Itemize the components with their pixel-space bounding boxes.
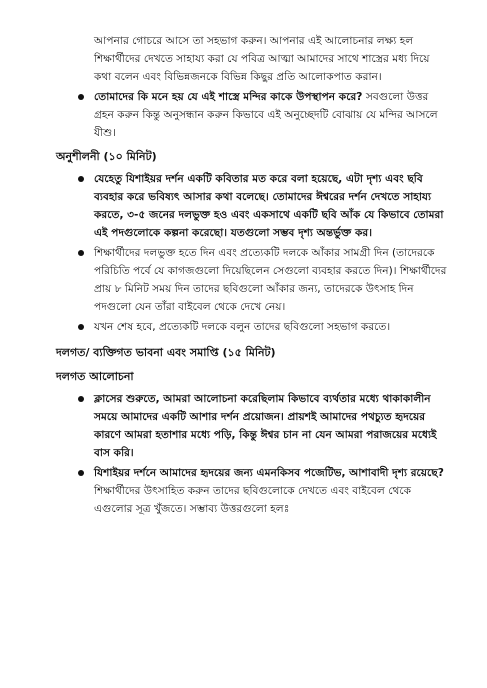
question-normal-text: সবগুলো উত্তর গ্রহন করুন কিন্তু অনুসন্ধান করুন কিভাবে এই অনুচ্ছেদটি বোঝায় যে মন্দির আসলে যীশু। [94,91,438,139]
practice-list [56,170,447,336]
item-bold-text: যেহেতু যিশাইয়র দর্শন একটি কবিতার মত করে বলা হয়েছে, এটা দৃশ্য এবং ছবি ব্যবহার করে ভবিষ্যৎ আসার কথা বলেছে। তোমাদের ঈশ্বরের দর্শন দেখতে সাহায্য করতে, ৩-৫ জনের দলভুক্ত হও এবং একসাথে একটি ছবি আঁক যে কিভাবে তোমরা এই পদগুলোকে কল্পনা করেছো। যতগুলো সম্ভব দৃশ্য অন্তর্ভুক্ত কর। [94,173,444,239]
item-normal-text: শিক্ষার্থীদের উৎসাহিত করুন তাদের ছবিগুলোকে দেখতে এবং বাইবেল থেকে এগুলোর সূত্র খুঁজতে। সম্ভাব্য উত্তরগুলো হলঃ [94,485,412,515]
list-item [78,464,447,518]
bullet-icon [78,250,84,256]
discussion-heading: দলগত আলোচনা [56,370,134,383]
list-item [78,318,447,336]
bullet-icon [78,94,84,100]
item-normal-text: যখন শেষ হবে, প্রত্যেকটি দলকে বলুন তাদের ছবিগুলো সহভাগ করতে। [94,321,391,333]
reflection-heading: দলগত/ ব্যক্তিগত ভাবনা এবং সমাপ্তি (১৫ মিনিট) [56,346,276,359]
bullet-icon [78,324,84,330]
item-normal-text: শিক্ষার্থীদের দলভুক্ত হতে দিন এবং প্রত্যেকটি দলকে আঁকার সামগ্রী দিন (তাদেরকে পরিচিতি পর্বে যে কাগজগুলো দিয়েছিলেন সেগুলো ব্যবহার করতে দিন)। শিক্ষার্থীদের প্রায় ৮ মিনিট সময় দিন তাদের ছবিগুলো আঁকার জন্য, তাদেরকে উৎসাহ দিন পদগুলো যেন তাঁরা বাইবেল থেকে দেখে নেয়। [94,247,447,313]
practice-heading: অনুশীলনী (১০ মিনিট) [56,150,157,163]
list-item [78,88,447,142]
item-bold-text: যিশাইয়র দর্শনে আমাদের হৃদয়ের জন্য এমনকিসব পজেটিভ, আশাবাদী দৃশ্য রয়েছে? [94,467,444,479]
list-item [78,170,447,242]
list-item [78,244,447,316]
list-item [78,390,447,462]
bullet-icon [78,396,84,402]
question-bold-text: তোমাদের কি মনে হয় যে এই শাস্ত্রে মন্দির কাকে উপস্থাপন করে? [94,91,363,103]
bullet-icon [78,470,84,476]
bullet-icon [78,176,84,182]
item-bold-text: ক্লাসের শুরুতে, আমরা আলোচনা করেছিলাম কিভাবে ব্যর্থতার মধ্যে থাকাকালীন সময়ে আমাদের একটি আশার দর্শন প্রয়োজন। প্রায়শই আমাদের পথচ্যুত হৃদয়ের কারণে আমরা হতাশার মধ্যে পড়ি, কিন্তু ঈশ্বর চান না যেন আমরা পরাজয়ের মধ্যেই বাস করি। [94,393,437,459]
question-list [56,88,447,142]
discussion-list [56,390,447,518]
intro-continuation: আপনার গোচরে আসে তা সহভাগ করুন। আপনার এই আলোচনার লক্ষ্য হল শিক্ষার্থীদের দেখতে সাহায্য করা যে পবিত্র আত্মা আমাদের সাথে শাস্ত্রের মধ্য দিয়ে কথা বলেন এবং বিভিন্নজনকে বিভিন্ন কিছুর প্রতি আলোকপাত করান। [94,35,430,83]
